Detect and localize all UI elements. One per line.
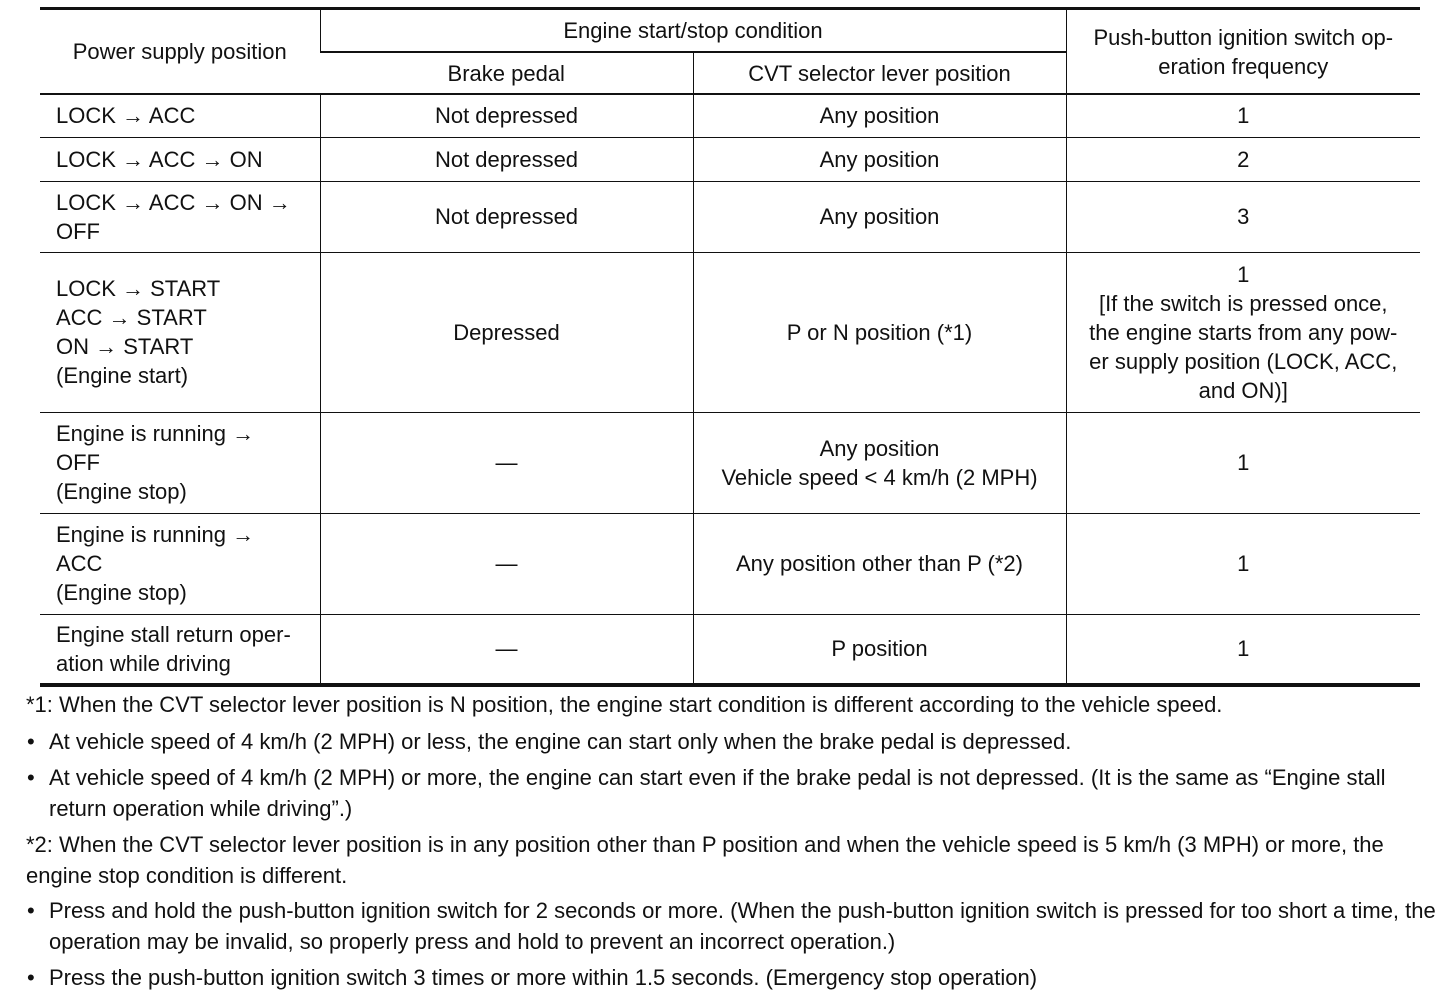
cell-line: Any position other than P (*2): [736, 551, 1023, 576]
cell-line: ACC → START: [56, 305, 207, 330]
table-row: [40, 181, 1420, 252]
bullet-icon: •: [27, 729, 35, 754]
cell-line: Engine is running →: [56, 421, 255, 446]
cell-brake-pedal: —: [320, 412, 693, 513]
footnote-2-bullet: [26, 962, 1446, 993]
cell-line: LOCK → ACC → ON: [56, 146, 263, 172]
cell-frequency: [1066, 94, 1420, 137]
header-frequency-line: Push-button ignition switch op-: [1093, 24, 1394, 50]
cell-frequency: [1066, 252, 1420, 412]
cell-cvt-position: [693, 412, 1066, 513]
cell-cvt-position: [693, 252, 1066, 412]
cell-power-supply-position: [40, 513, 320, 614]
cell-frequency: [1066, 181, 1420, 252]
header-frequency-line: eration frequency: [1158, 53, 1329, 79]
cell-line: 1: [1237, 551, 1250, 576]
cell-power-supply-position: [40, 94, 320, 137]
bullet-icon: •: [27, 965, 35, 990]
cell-power-supply-position: [40, 614, 320, 685]
cell-frequency: [1066, 412, 1420, 513]
bullet-text: Press the push-button ignition switch 3 times or more within 1.5 seconds. (Emergency stop operation): [49, 965, 1038, 990]
footnote-1: *1: When the CVT selector lever position is N position, the engine start condition is different according to the vehicle speed.: [26, 692, 1223, 717]
cell-line: Any position: [819, 103, 940, 129]
cell-power-supply-position: [40, 412, 320, 513]
cell-line: LOCK → ACC: [56, 103, 196, 129]
table-row: [40, 252, 1420, 412]
table-row: [40, 513, 1420, 614]
cell-line: LOCK → ACC → ON →: [56, 189, 291, 215]
table-row: [40, 94, 1420, 137]
header-brake-pedal: Brake pedal: [320, 52, 693, 94]
cell-line: (Engine stop): [56, 580, 187, 605]
cell-line: P position: [831, 636, 928, 662]
cell-line: er supply position (LOCK, ACC,: [1089, 348, 1398, 374]
bullet-text: Press and hold the push-button ignition switch for 2 seconds or more. (When the push-button ignition switch is pressed for too short a time, the operation may be invalid, so properly press and hold to prevent an incorrect operation.): [49, 898, 1436, 954]
cell-line: OFF: [56, 218, 100, 244]
cell-line: Any position: [819, 204, 940, 229]
cell-line: 1: [1237, 103, 1250, 129]
bullet-icon: •: [27, 765, 35, 790]
cell-line: 1: [1237, 636, 1250, 662]
footnote-2-bullet: [26, 895, 1446, 957]
cell-cvt-position: [693, 614, 1066, 685]
cell-line: (Engine stop): [56, 479, 187, 504]
cell-line: 2: [1237, 146, 1250, 172]
cell-brake-pedal: —: [320, 513, 693, 614]
table-row: [40, 412, 1420, 513]
header-engine-start-stop-condition: Engine start/stop condition: [320, 9, 1066, 53]
cell-cvt-position: [693, 137, 1066, 181]
cell-line: P or N position (*1): [786, 319, 973, 345]
cell-line: ACC: [56, 551, 103, 576]
power-supply-table: [40, 7, 1420, 687]
header-cvt-selector-lever-position: CVT selector lever position: [693, 52, 1066, 94]
cell-power-supply-position: [40, 252, 320, 412]
cell-line: 1: [1237, 450, 1250, 475]
cell-cvt-position: [693, 181, 1066, 252]
cell-power-supply-position: [40, 137, 320, 181]
cell-line: Any position: [819, 435, 940, 461]
header-operation-frequency: [1066, 9, 1420, 95]
cell-line: Vehicle speed < 4 km/h (2 MPH): [721, 464, 1038, 490]
cell-frequency: [1066, 614, 1420, 685]
cell-line: (Engine start): [56, 363, 189, 388]
cell-line: the engine starts from any pow-: [1089, 319, 1398, 345]
bullet-text: At vehicle speed of 4 km/h (2 MPH) or less, the engine can start only when the brake pedal is depressed.: [49, 729, 1072, 754]
cell-brake-pedal: Not depressed: [320, 94, 693, 137]
cell-line: ON → START: [56, 334, 194, 359]
cell-frequency: [1066, 137, 1420, 181]
cell-brake-pedal: Depressed: [320, 252, 693, 412]
bullet-icon: •: [27, 898, 35, 923]
cell-brake-pedal: —: [320, 614, 693, 685]
cell-brake-pedal: Not depressed: [320, 137, 693, 181]
cell-cvt-position: [693, 513, 1066, 614]
table-row: [40, 614, 1420, 685]
cell-frequency: [1066, 513, 1420, 614]
header-power-supply-position: Power supply position: [40, 9, 320, 95]
cell-line: ation while driving: [56, 650, 231, 676]
cell-brake-pedal: Not depressed: [320, 181, 693, 252]
cell-line: Engine is running →: [56, 522, 255, 547]
footnote-1-bullet: [26, 726, 1446, 757]
cell-power-supply-position: [40, 181, 320, 252]
cell-line: OFF: [56, 450, 100, 475]
table-row: [40, 137, 1420, 181]
cell-line: Any position: [819, 146, 940, 172]
cell-line: LOCK → START: [56, 276, 221, 301]
cell-line: 3: [1237, 204, 1250, 229]
cell-line: and ON)]: [1198, 377, 1288, 403]
cell-line: 1: [1237, 261, 1250, 287]
footnote-1-bullet: [26, 762, 1446, 824]
cell-line: Engine stall return oper-: [56, 621, 291, 647]
cell-line: [If the switch is pressed once,: [1098, 290, 1388, 316]
cell-cvt-position: [693, 94, 1066, 137]
footnote-2: *2: When the CVT selector lever position is in any position other than P position and when the vehicle speed is 5 km/h (3 MPH) or more, the engine stop condition is different.: [26, 832, 1384, 888]
bullet-text: At vehicle speed of 4 km/h (2 MPH) or more, the engine can start even if the brake pedal is not depressed. (It is the same as “Engine stall return operation while driving”.): [49, 765, 1386, 821]
